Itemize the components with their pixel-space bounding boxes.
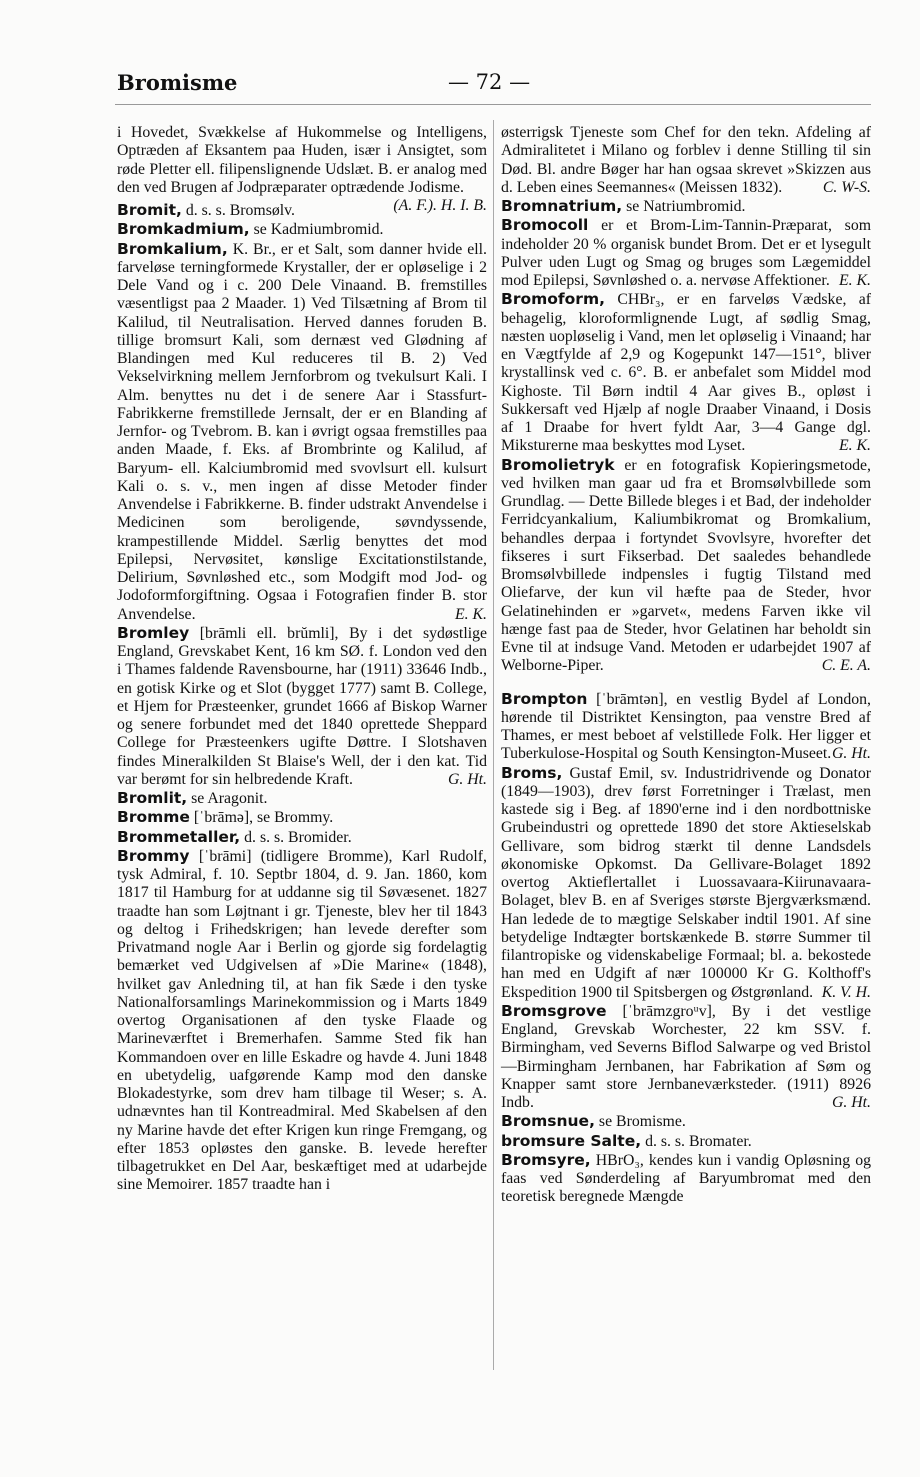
entry-headword: Brommy [117,846,190,865]
entry-signature: C. W-S. [822,178,871,196]
entry-signature: E. K. [838,272,871,289]
entry [117,828,487,847]
entry-text: K. Br., er et Salt, som danner hvide ell. farveløse terningformede Krystaller, der er opløselige i 2 Dele Vand og i c. 200 Dele Vinaand. B. fremstilles væsentligst paa 2 Maader. 1) Ved Tilsætning af Brom til Kalilud, til Neutralisation. Herved dannes foruden B. tillige bromsurt Kali, som dernæst ved Glødning af Blandingen med Kul reduceres til B. 2) Ved Vekselvirkning mellem Jernforbrom og tvekulsurt Kali. I Alm. benyttes nu det i de senere Aar i Stassfurt-Fabrikkerne fremstillede Jernsalt, der er en Blanding af Jernfor- og Tvebrom. B. kan i øvrigt ogsaa fremstilles paa anden Maade, f. Eks. af Brombrinte og Kalilud, af Baryum- ell. Kalciumbromid med svovlsurt ell. kulsurt Kali o. s. v., men ingen af disse Metoder finder Anvendelse i Fabrikkerne. B. finder udstrakt Anvendelse i Medicinen som beroligende, søvndyssende, krampestillende Middel. Særlig benyttes det mod Epilepsi, Nervøsitet, kønslige Excitationstilstande, Delirium, Søvnløshed etc., som Modgift mod Jod- og Jodoformforgiftning. Ogsaa i Fotografien finder B. stor Anvendelse. [117,240,488,623]
entry [501,1151,871,1207]
entry-text: [brāmli ell. brŭmli], By i det sydøstlige England, Grevskabet Kent, 16 km SØ. f. London ved den i Thames faldende Ravensbourne, har (1911) 33646 Indb., en gotisk Kirke og et Slot (bygget 1777) samt B. College, et Hjem for Præsteenker, grundet 1666 af Biskop Warner og senere forbundet med det 1840 oprettede Sheppard College for Præsteenkers ugifte Døttre. I Slotshaven findes Mineralkilden St Blaise's Well, der i den kat. Tid var berømt for sin helbredende Kraft. [117,624,488,788]
entry-text: er et Brom-Lim-Tannin-Præparat, som indeholder 20 % organisk bundet Brom. Det er et lysegult Pulver uden Lugt og Smag og bruges som Lægemiddel mod Epilepsi, Søvnløshed o. a. nervøse Affektioner. [501,217,872,289]
entry-text: i Hovedet, Svækkelse af Hukommelse og Intelligens, Optræden af Eksantem paa Huden, især i Ansigtet, som røde Pletter ell. filipenslignende Udslæt. B. er analog med den ved Brugen af Jodpræparater optrædende Jodisme. [117,124,487,196]
entry-signature: E. K. [838,437,871,455]
entry-text: d. s. s. Bromater. [645,1132,752,1150]
entry [501,124,871,197]
entry-text: [ˈbrāmzgroᵘv], By i det vestlige England, Grevskab Worchester, 22 km SSV. f. Birmingham, ved Severns Biflod Salwarpe og ved Bristol—Birmingham Jernbanen, har Fabrikation af Søm og Knapper samt store Jernbaneværksteder. (1911) 8926 Indb. [501,1002,871,1111]
entry-headword: Bromsgrove [501,1001,607,1020]
entry-signature: C. E. A. [821,657,871,675]
entry-signature: G. Ht. [831,745,871,763]
entry-headword: Bromit, [117,201,182,219]
entry [501,197,871,216]
right-column [501,124,871,1207]
entry [117,847,487,1195]
entry [501,1002,871,1113]
entry-text: se Bromisme. [598,1113,686,1131]
entry-headword: bromsure Salte, [501,1131,642,1150]
entry [501,1112,871,1131]
entry [117,240,487,624]
entry-text: CHBr₃, er en farveløs Vædske, af behagelig, kloroformlignende Lugt, af sødlig Smag, næsten uopløselig i Vand, men let opløselig i Vinaand; har en Vægtfylde af 2,9 og Kogepunkt 147—151°, bliver krystallinsk ved c. 6°. B. er anbefalet som Middel mod Kighoste. Til Børn indtil 4 Aar gives B., opløst i Sukkersaft ved Hjælp af nogle Draaber Vinaand, i Dosis af 1 Draabe for hvert fyldt Aar, 3—4 Gange dgl. Miksturerne maa beskyttes mod Lyset. [501,291,872,455]
entry-text: se Natriumbromid. [626,198,746,215]
entry-headword: Brommetaller, [117,827,241,846]
left-column [117,124,487,1195]
entry-text: [ˈbrāmi] (tidligere Bromme), Karl Rudolf, tysk Admiral, f. 10. Septbr 1804, d. 9. Jan. 1860, kom 1817 til Hamburg for at uddanne sig til Søvæsenet. 1827 traadte han som Løjtnant i gr. Tjeneste, blev her til 1843 og deltog i Frihedskrigen; han levede derefter som Privatmand nogle Aar i Berlin og gjorde sig fordelagtig bemærket ved Udgivelsen af »Die Marine« (1848), hvilket gav Anledning til, at han fik Sæde i den tyske Nationalforsamlings Marinekommission og i Marts 1849 overtog Organisationen af den tyske Flaade og Marineværftet i Bremerhafen. Samme Sted fik han Kommandoen over en lille Eskadre og havde 4. Juni 1848 en ubetydelig, uafgørende Kamp mod den danske Blokadestyrke, som drev ham tilbage til Weser; s. A. udnævntes han til Kontreadmiral. Med Skabelsen af den ny Marine havde det efter Krigen kun ringe Fremgang, og efter 1853 opløstes den ganske. B. levede herefter tilbagetrukket en Del Aar, beskæftiget med at udarbejde sine Memoirer. 1857 traadte han i [117,847,487,1194]
entry-headword: Brompton [501,689,588,708]
entry-text: se Aragonit. [191,790,268,807]
entry-headword: Bromme [117,808,190,827]
entry-headword: Bromsnue, [501,1112,595,1131]
entry-signature: G. Ht. [831,1094,871,1111]
entry [117,220,487,239]
page-number: — 72 — [448,70,531,94]
entry-signature: G. Ht. [447,770,487,788]
entry-text: er en fotografisk Kopieringsmetode, ved hvilken man gaar ud fra et Bromsølvbillede som Grundlag. — Dette Billede bleges i et Bad, der indeholder Ferridcyankalium, Kaliumbikromat og Bromkalium, behandles derpaa i fortyndet Svovlsyre, hvorefter det fikseres i surt Fikserbad. Det saaledes behandlede Bromsølvbillede indpensles i fugtig Tilstand med Oliefarve, der kun vil hæfte paa de Steder, hvor Gelatinehinden er »garvet«, medens Farven ikke vil hænge fast paa de Steder, hvor Gelatinen har beholdt sin Evne til at indsuge Vand. Metoden er udarbejdet 1907 af Welborne-Piper. [501,456,871,675]
entry-text: HBrO₃, kendes kun i vandig Opløsning og faas ved Sønderdeling af Baryumbromat med den teoretisk beregnede Mængde [501,1151,871,1206]
entry-text: [ˈbrāmə], se Brommy. [193,809,334,827]
entry-headword: Bromnatrium, [501,197,623,215]
entry [117,808,487,827]
entry-text: se Kadmiumbromid. [253,221,384,239]
entry-headword: Bromley [117,623,190,642]
entry [117,624,487,789]
entry-headword: Bromoform, [501,290,605,309]
entry [501,764,871,1002]
entry-headword: Bromkadmium, [117,220,250,239]
entry [117,789,487,808]
entry-text: [ˈbrāmtən], en vestlig Bydel af London, hørende til Distriktet Kensington, paa venstre Bred af Thames, er mest beboet af velstillede Folk. Her ligger et Tuberkulose-Hospital og South Kensington-Museet. [501,690,871,763]
entry [501,456,871,676]
entry-headword: Bromlit, [117,789,188,807]
running-head: Bromisme [117,70,238,95]
entry [501,290,871,455]
entry-signature: E. K. [454,605,487,623]
entry [501,1132,871,1151]
entry [501,690,871,764]
entry-headword: Bromolietryk [501,455,615,474]
entry-headword: Bromocoll [501,216,589,235]
entry [501,216,871,290]
entry-text: d. s. s. Bromider. [244,828,352,846]
entry-text: d. s. s. Bromsølv. [185,202,295,219]
entry-headword: Bromkalium, [117,239,228,258]
header-rule [115,104,871,105]
entry-signature: (A. F.). H. I. B. [393,197,487,214]
entry-text: østerrigsk Tjeneste som Chef for den tekn. Afdeling af Admiralitetet i Milano og forblev i denne Stilling til sin Død. Bl. andre Bøger har han ogsaa skrevet »Skizzen aus d. Leben eines Seemannes« (Meissen 1832). [501,124,871,196]
entry-headword: Broms, [501,763,563,782]
entry-text: Gustaf Emil, sv. Industridrivende og Donator (1849—1903), drev først Forretninger i Trælast, men kastede sig i Beg. af 1890'erne ind i den nordbottniske Grubeindustri og oprettede 1890 det store Aktieselskab Gellivare, som bidrog stærkt til denne Landsdels økonomiske Opkomst. Da Gellivare-Bolaget 1892 overtog Aktieflertallet i Luossavaara-Kiirunavaara-Bolaget, blev B. en af Sveriges største Bjergværksmænd. Han ledede de to mægtige Selskaber indtil 1901. Af sine betydelige Indtægter bortskænkede B. større Summer til filantropiske og videnskabelige Formaal; bl. a. bekostede han med en Udgift af nær 100000 Kr G. Kolthoff's Ekspedition 1900 til Spitsbergen og Østgrønland. [501,764,871,1001]
entry-signature: K. V. H. [821,983,871,1001]
entry-headword: Bromsyre, [501,1150,591,1169]
column-divider [493,120,494,1370]
